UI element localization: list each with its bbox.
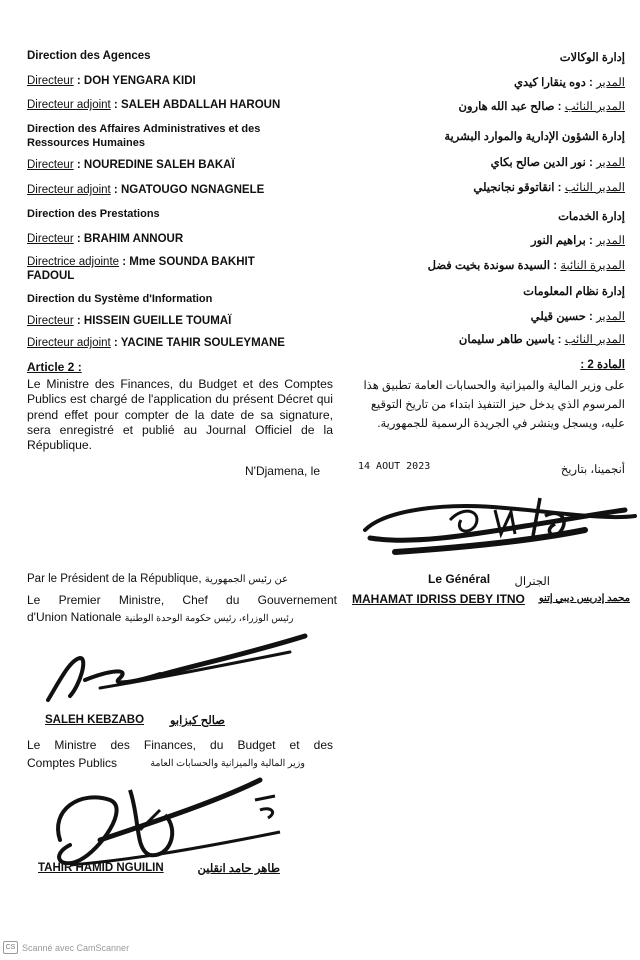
dsi-deputy: Directeur adjoint : YACINE TAHIR SOULEYMANE xyxy=(27,337,285,349)
pm-signature xyxy=(40,630,340,710)
deputy-label: Directeur adjoint xyxy=(27,184,111,196)
deputy-name: NGATOUGO NGNAGNELE xyxy=(120,184,265,196)
pm-by-line xyxy=(27,573,288,585)
pm-title-1: Le Premier Ministre, Chef du Gouvernement xyxy=(27,593,337,607)
section-title-dsi-ar: إدارة نظام المعلومات xyxy=(523,286,625,298)
president-name: MAHAMAT IDRISS DEBY ITNO xyxy=(352,592,525,606)
pm-by: Par le Président de la République, xyxy=(27,573,202,585)
pm-by-ar: عن رئيس الجمهورية xyxy=(204,574,289,585)
date-stamp: 14 AOUT 2023 xyxy=(358,461,431,472)
president-rank-ar: الجنرال xyxy=(514,576,550,588)
prestations-director-ar: المدير : براهيم النور xyxy=(531,235,625,247)
section-title-agences-ar: إدارة الوكالات xyxy=(559,52,625,64)
deputy-name-ar: صالح عبد الله هارون xyxy=(458,101,555,113)
scanner-watermark xyxy=(3,941,129,954)
president-rank: Le Général xyxy=(428,572,491,586)
deputy-label-ar: المدير النائب xyxy=(564,101,625,113)
prestations-deputy: Directrice adjointe : Mme SOUNDA BAKHIT xyxy=(27,256,255,268)
article-2-text: Le Ministre des Finances, du Budget et des Comptes Publics est chargé de l'application du présent Décret qui prend effet pour compter de la date de sa signature, sera enregistré et publié au Journal Officiel de la République. xyxy=(27,377,333,453)
director-label-ar: المدير xyxy=(596,77,625,89)
deputy-label: Directrice adjointe xyxy=(27,256,120,268)
pm-name: SALEH KEBZABO xyxy=(45,714,145,726)
minister-title-1: Le Ministre des Finances, du Budget et des xyxy=(27,738,333,752)
section-title-daarh-1: Direction des Affaires Administratives et des xyxy=(27,123,261,135)
director-label: Directeur xyxy=(27,159,74,171)
director-label: Directeur xyxy=(27,233,74,245)
prestations-deputy-name-cont: FADOUL xyxy=(27,270,75,282)
deputy-name: YACINE TAHIR SOULEYMANE xyxy=(120,337,285,349)
director-name: NOUREDINE SALEH BAKAÏ xyxy=(83,159,235,171)
deputy-label-ar: المدير النائب xyxy=(564,182,625,194)
president-signature xyxy=(355,490,640,560)
director-label-ar: المدير xyxy=(596,311,625,323)
dsi-deputy-ar: المدير النائب : ياسين طاهر سليمان xyxy=(458,334,625,346)
director-label: Directeur xyxy=(27,315,74,327)
dsi-director: Directeur : HISSEIN GUEILLE TOUMAÏ xyxy=(27,315,232,327)
director-name-ar: براهيم النور xyxy=(531,235,586,247)
deputy-name-ar: انقاتوقو نجانجيلي xyxy=(473,182,555,194)
president-name-ar: محمد إدريس ديبي إتنو xyxy=(538,593,630,604)
minister-title-2: Comptes Publics xyxy=(27,756,118,770)
article-2-heading: Article 2 : xyxy=(27,360,82,374)
deputy-label-ar: المديرة النائبة xyxy=(560,260,625,272)
dsi-director-ar: المدير : حسين قيلي xyxy=(530,311,625,323)
agences-deputy: Directeur adjoint : SALEH ABDALLAH HAROUN xyxy=(27,99,281,111)
director-name: BRAHIM ANNOUR xyxy=(83,233,184,245)
minister-name-ar: طاهر حامد انقلين xyxy=(197,863,280,875)
camscanner-icon: CS xyxy=(3,941,18,954)
director-label-ar: المدير xyxy=(596,157,625,169)
daarh-deputy-ar: المدير النائب : انقاتوقو نجانجيلي xyxy=(473,182,625,194)
daarh-deputy: Directeur adjoint : NGATOUGO NGNAGNELE xyxy=(27,184,265,196)
place-date-label-ar: أنجمينا، بتاريخ xyxy=(560,464,625,476)
director-label-ar: المدير xyxy=(596,235,625,247)
place-date-label: N'Djamena, le xyxy=(245,464,320,478)
section-title-agences: Direction des Agences xyxy=(27,50,151,62)
section-title-dsi: Direction du Système d'Information xyxy=(27,293,213,305)
minister-name: TAHIR HAMID NGUILIN xyxy=(38,862,164,874)
daarh-director-ar: المدير : نور الدين صالح بكاي xyxy=(490,157,625,169)
deputy-label: Directeur adjoint xyxy=(27,337,111,349)
article-2-heading-ar: المادة 2 : xyxy=(580,359,625,371)
article-2-text-ar: على وزير المالية والميزانية والحسابات العامة تطبيق هذا المرسوم الذي يدخل حيز التنفيذ ابتداء من تاريخ التوقيع عليه، ويسجل وينشر في الجريدة الرسمية للجمهورية. xyxy=(363,380,625,430)
deputy-name: SALEH ABDALLAH HAROUN xyxy=(120,99,281,111)
deputy-name-ar: السيدة سوندة بخيت فضل xyxy=(427,260,551,272)
pm-title-ar: رئيس الوزراء، رئيس حكومة الوحدة الوطنية xyxy=(124,613,294,624)
director-name: DOH YENGARA KIDI xyxy=(83,75,196,87)
deputy-label: Directeur adjoint xyxy=(27,99,111,111)
agences-director: Directeur : DOH YENGARA KIDI xyxy=(27,75,196,87)
agences-deputy-ar: المدير النائب : صالح عبد الله هارون xyxy=(458,101,625,113)
director-name-ar: حسين قيلي xyxy=(530,311,586,323)
pm-title-2-line xyxy=(27,610,293,624)
prestations-director: Directeur : BRAHIM ANNOUR xyxy=(27,233,184,245)
deputy-name: Mme SOUNDA BAKHIT xyxy=(129,256,255,268)
scanner-text: Scanné avec CamScanner xyxy=(22,942,130,953)
director-name-ar: نور الدين صالح بكاي xyxy=(490,157,586,169)
deputy-name-ar: ياسين طاهر سليمان xyxy=(458,334,555,346)
section-title-daarh-ar: إدارة الشؤون الإدارية والموارد البشرية xyxy=(444,131,625,143)
section-title-daarh-2: Ressources Humaines xyxy=(27,137,145,149)
section-title-prestations: Direction des Prestations xyxy=(27,208,160,220)
deputy-label-ar: المدير النائب xyxy=(564,334,625,346)
prestations-deputy-ar: المديرة النائبة : السيدة سوندة بخيت فضل xyxy=(427,260,625,272)
agences-director-ar: المدير : دوه ينقارا كيدي xyxy=(514,77,625,89)
director-name-ar: دوه ينقارا كيدي xyxy=(514,77,586,89)
daarh-director: Directeur : NOUREDINE SALEH BAKAÏ xyxy=(27,159,235,171)
section-title-prestations-ar: إدارة الخدمات xyxy=(558,211,625,223)
minister-title-ar: وزير المالية والميزانية والحسابات العامة xyxy=(150,758,305,769)
pm-title-2: d'Union Nationale xyxy=(27,610,122,624)
director-name: HISSEIN GUEILLE TOUMAÏ xyxy=(83,315,232,327)
director-label: Directeur xyxy=(27,75,74,87)
pm-name-ar: صالح كبزابو xyxy=(169,715,225,727)
